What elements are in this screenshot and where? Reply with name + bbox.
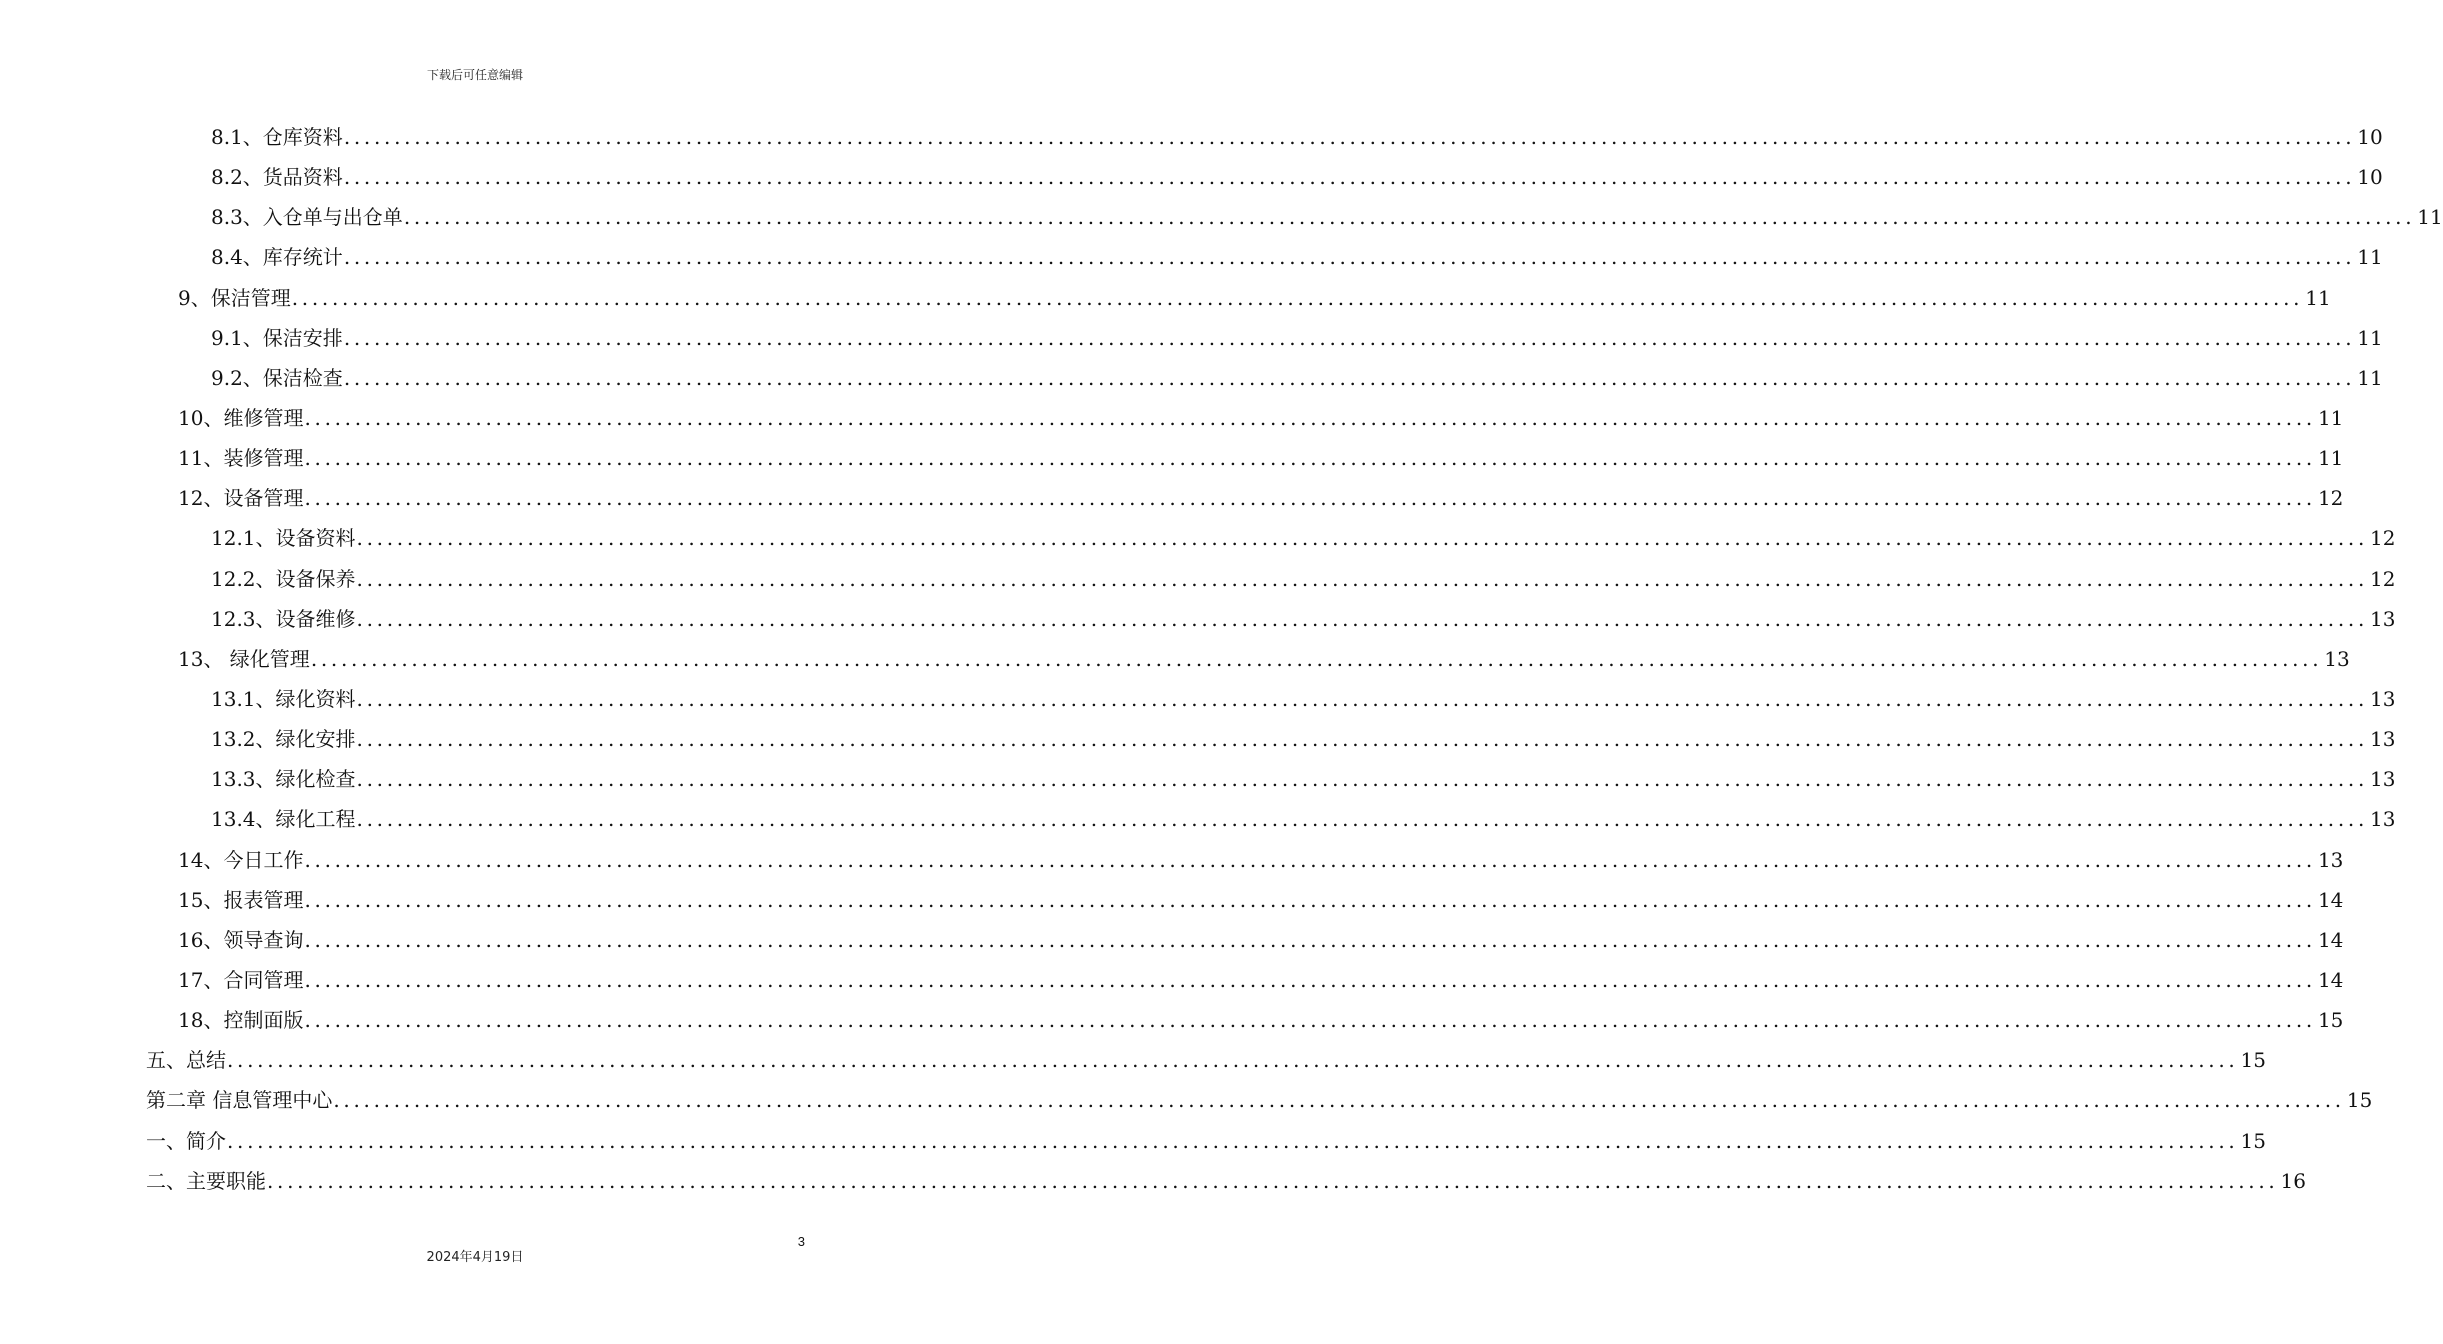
toc-entry-page: 14 (2317, 887, 2344, 912)
toc-dot-leader: ........................................................................................................................................................................................................ (333, 1088, 2345, 1113)
toc-entry-title: 17、合同管理 (178, 967, 304, 992)
toc-entry[interactable] (211, 237, 2383, 277)
toc-entry-page: 11 (2357, 365, 2383, 390)
toc-entry-page: 15 (2240, 1048, 2266, 1073)
toc-dot-leader: ........................................................................................................................................................................................................ (356, 727, 2369, 752)
toc-dot-leader: ........................................................................................................................................................................................................ (343, 165, 2356, 190)
toc-entry[interactable] (211, 117, 2383, 157)
toc-dot-leader: ........................................................................................................................................................................................................ (304, 1008, 2316, 1033)
toc-entry-page: 13 (2370, 606, 2396, 631)
toc-dot-leader: ........................................................................................................................................................................................................ (343, 245, 2356, 270)
toc-entry[interactable] (178, 639, 2350, 679)
page-number: 3 (797, 1234, 805, 1249)
toc-entry-page: 15 (2346, 1088, 2373, 1113)
toc-entry[interactable] (146, 1161, 2306, 1201)
toc-entry-page: 11 (2317, 405, 2344, 430)
toc-entry[interactable] (211, 799, 2396, 839)
toc-entry-title: 14、今日工作 (178, 847, 304, 872)
toc-entry-title: 12.2、设备保养 (211, 566, 356, 591)
toc-entry-page: 11 (2357, 245, 2383, 270)
toc-entry-title: 11、装修管理 (178, 446, 304, 471)
toc-dot-leader: ........................................................................................................................................................................................................ (356, 767, 2369, 792)
toc-entry-page: 15 (2240, 1128, 2266, 1153)
toc-entry-title: 二、主要职能 (146, 1168, 266, 1193)
toc-entry-title: 13.2、绿化安排 (211, 727, 356, 752)
toc-dot-leader: ........................................................................................................................................................................................................ (356, 686, 2369, 711)
toc-entry-page: 11 (2417, 205, 2443, 230)
toc-dot-leader: ........................................................................................................................................................................................................ (343, 325, 2356, 350)
toc-entry-title: 15、报表管理 (178, 887, 304, 912)
toc-dot-leader: ........................................................................................................................................................................................................ (343, 125, 2356, 149)
toc-dot-leader: ........................................................................................................................................................................................................ (227, 1048, 2239, 1073)
toc-entry-title: 12.1、设备资料 (211, 526, 356, 551)
toc-entry-title: 8.1、仓库资料 (211, 125, 343, 149)
toc-entry-title: 9.1、保洁安排 (211, 325, 343, 350)
toc-entry[interactable] (178, 398, 2344, 438)
toc-entry[interactable] (178, 840, 2344, 880)
toc-entry[interactable] (178, 920, 2344, 960)
toc-dot-leader: ........................................................................................................................................................................................................ (304, 967, 2316, 992)
toc-entry-title: 16、领导查询 (178, 927, 304, 952)
toc-dot-leader: ........................................................................................................................................................................................................ (267, 1168, 2279, 1193)
toc-entry-title: 9.2、保洁检查 (211, 365, 343, 390)
toc-entry-title: 8.4、库存统计 (211, 245, 343, 270)
toc-entry-page: 11 (2305, 285, 2331, 310)
toc-entry-page: 10 (2357, 125, 2383, 149)
toc-dot-leader: ........................................................................................................................................................................................................ (310, 646, 2323, 671)
toc-entry-title: 9、保洁管理 (178, 285, 291, 310)
toc-entry-page: 12 (2370, 526, 2396, 551)
toc-entry[interactable] (178, 478, 2344, 518)
toc-entry-page: 13 (2370, 807, 2396, 832)
toc-entry[interactable] (178, 1000, 2344, 1040)
toc-entry[interactable] (146, 1080, 2373, 1120)
toc-entry[interactable] (178, 880, 2344, 920)
toc-entry[interactable] (146, 1040, 2266, 1080)
toc-entry[interactable] (211, 197, 2443, 237)
toc-entry-page: 13 (2370, 727, 2396, 752)
toc-entry-title: 五、总结 (146, 1048, 226, 1073)
toc-entry-title: 10、维修管理 (178, 405, 304, 430)
toc-entry[interactable] (146, 1121, 2266, 1161)
toc-entry-title: 13、 绿化管理 (178, 646, 310, 671)
toc-entry-page: 13 (2324, 646, 2350, 671)
toc-entry-title: 12.3、设备维修 (211, 606, 356, 631)
toc-dot-leader: ........................................................................................................................................................................................................ (304, 446, 2316, 471)
toc-entry-title: 12、设备管理 (178, 486, 304, 511)
toc-entry[interactable] (211, 157, 2383, 197)
toc-entry-page: 13 (2317, 847, 2344, 872)
toc-entry[interactable] (178, 438, 2344, 478)
toc-entry-title: 8.2、货品资料 (211, 165, 343, 190)
toc-entry-page: 13 (2370, 767, 2396, 792)
toc-entry-title: 13.3、绿化检查 (211, 767, 356, 792)
toc-entry[interactable] (211, 719, 2396, 759)
toc-entry[interactable] (211, 599, 2396, 639)
footer-date: 2024年4月19日 (426, 1250, 524, 1265)
toc-entry-page: 14 (2317, 967, 2344, 992)
toc-entry-title: 第二章 信息管理中心 (146, 1088, 333, 1113)
toc-entry-page: 15 (2317, 1008, 2344, 1033)
toc-dot-leader: ........................................................................................................................................................................................................ (227, 1128, 2239, 1153)
toc-entry[interactable] (211, 318, 2383, 358)
toc-entry[interactable] (211, 358, 2383, 398)
toc-dot-leader: ........................................................................................................................................................................................................ (356, 526, 2369, 551)
toc-dot-leader: ........................................................................................................................................................................................................ (403, 205, 2416, 230)
toc-entry-page: 12 (2317, 486, 2344, 511)
toc-dot-leader: ........................................................................................................................................................................................................ (343, 365, 2356, 390)
toc-entry[interactable] (211, 679, 2396, 719)
toc-entry-page: 10 (2357, 165, 2383, 190)
toc-entry-title: 13.1、绿化资料 (211, 686, 356, 711)
toc-entry[interactable] (211, 759, 2396, 799)
toc-dot-leader: ........................................................................................................................................................................................................ (304, 847, 2316, 872)
toc-dot-leader: ........................................................................................................................................................................................................ (304, 887, 2316, 912)
toc-entry-title: 13.4、绿化工程 (211, 807, 356, 832)
toc-entry-page: 13 (2370, 686, 2396, 711)
page-header: 下载后可任意编辑 (426, 68, 523, 82)
toc-dot-leader: ........................................................................................................................................................................................................ (356, 566, 2369, 591)
toc-dot-leader: ........................................................................................................................................................................................................ (304, 927, 2316, 952)
toc-dot-leader: ........................................................................................................................................................................................................ (304, 405, 2316, 430)
toc-dot-leader: ........................................................................................................................................................................................................ (304, 486, 2316, 511)
toc-entry-title: 一、简介 (146, 1128, 226, 1153)
toc-entry[interactable] (211, 518, 2396, 558)
toc-entry-title: 18、控制面版 (178, 1008, 304, 1033)
toc-entry[interactable] (178, 960, 2344, 1000)
toc-entry-page: 11 (2357, 325, 2383, 350)
toc-entry-title: 8.3、入仓单与出仓单 (211, 205, 403, 230)
toc-entry-page: 14 (2317, 927, 2344, 952)
toc-entry[interactable] (211, 559, 2396, 599)
toc-dot-leader: ........................................................................................................................................................................................................ (291, 285, 2304, 310)
toc-dot-leader: ........................................................................................................................................................................................................ (356, 807, 2369, 832)
toc-entry-page: 16 (2280, 1168, 2306, 1193)
toc-dot-leader: ........................................................................................................................................................................................................ (356, 606, 2369, 631)
toc-entry-page: 11 (2317, 446, 2344, 471)
toc-entry[interactable] (178, 278, 2331, 318)
toc-entry-page: 12 (2370, 566, 2396, 591)
